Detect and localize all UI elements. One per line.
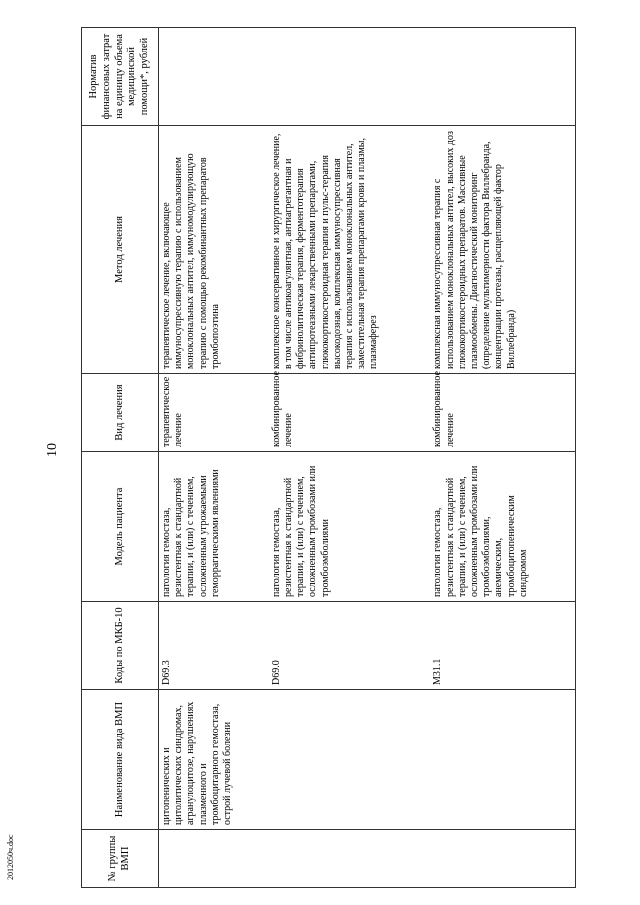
- rotated-table-container: [81, 28, 576, 888]
- header-patient-model: Модель пациента: [82, 452, 159, 602]
- table-header-row: [82, 28, 159, 888]
- cell-patient-model: патология гемостаза, резистентная к стандартной терапии, и (или) с течением, осложненным угрожаемыми геморрагическими явлениями: [159, 452, 269, 602]
- cell-treatment-method: комплексная иммуносупрессивная терапия с использованием моноклональных антител, высоких доз глюкокортикостероидных препаратов. Массивные плазмообмены. Диагностический мониторинг (определение мультимерности фактора Виллебранда, концентрации протеазы, расщепляющей фактор Виллебранда): [430, 126, 575, 374]
- cell-group: [430, 830, 575, 888]
- header-icd-codes: Коды по МКБ-10: [82, 602, 159, 690]
- cell-treatment-type: комбинированное лечение: [430, 374, 575, 452]
- cell-vmp-name: цитопенических и цитолитических синдромах, агранулоцитозе, нарушениях плазменного и тромбоцитарного гемостаза, острой лучевой болезни: [159, 690, 269, 830]
- vmp-table: [81, 27, 576, 888]
- cell-icd-code: M31.1: [430, 602, 575, 690]
- cell-cost-norm: [269, 28, 431, 126]
- cell-vmp-name: [430, 690, 575, 830]
- header-group-number: № группы ВМП: [82, 830, 159, 888]
- header-cost-norm: Норматив финансовых затрат на единицу объема медицинской помощи*, рублей: [82, 28, 159, 126]
- footer-filename: 2012050ч.doc: [6, 834, 15, 880]
- cell-icd-code: D69.0: [269, 602, 431, 690]
- cell-cost-norm: [430, 28, 575, 126]
- cell-group: [159, 830, 269, 888]
- header-vmp-name: Наименование вида ВМП: [82, 690, 159, 830]
- cell-icd-code: D69.3: [159, 602, 269, 690]
- page-number: 10: [45, 443, 60, 457]
- cell-vmp-name: [269, 690, 431, 830]
- cell-patient-model: патология гемостаза, резистентная к стандартной терапии, и (или) с течением, осложненным тромбозами или тромбоэмболиями, анемическим, тромбоцитопеническим синдромом: [430, 452, 575, 602]
- cell-treatment-method: комплексное консервативное и хирургическое лечение, в том числе антикоагулянтная, антиагрегантная и фибринолитическая терапия, ферментотерапия антипротеазными лекарственными препаратами, глюкокортикостероидная терапия и пульс-терапия высокодозная, комплексная иммуносупрессивная терапия с использованием моноклональных антител, заместительная терапия препаратами крови и плазмы, плазмаферез: [269, 126, 431, 374]
- header-treatment-method: Метод лечения: [82, 126, 159, 374]
- cell-treatment-method: терапевтическое лечение, включающее иммуносупрессивную терапию с использованием моноклональных антител, иммуномодулирующую терапию с помощью рекомбинантных препаратов тромбопоэтина: [159, 126, 269, 374]
- cell-group: [269, 830, 431, 888]
- cell-treatment-type: терапевтическое лечение: [159, 374, 269, 452]
- table-row: [269, 28, 431, 888]
- cell-cost-norm: [159, 28, 269, 126]
- table-row: [159, 28, 269, 888]
- header-treatment-type: Вид лечения: [82, 374, 159, 452]
- cell-patient-model: патология гемостаза, резистентная к стандартной терапии, и (или) с течением, осложненным тромбозами или тромбоэмболиями: [269, 452, 431, 602]
- cell-treatment-type: комбинированное лечение: [269, 374, 431, 452]
- table-row: [430, 28, 575, 888]
